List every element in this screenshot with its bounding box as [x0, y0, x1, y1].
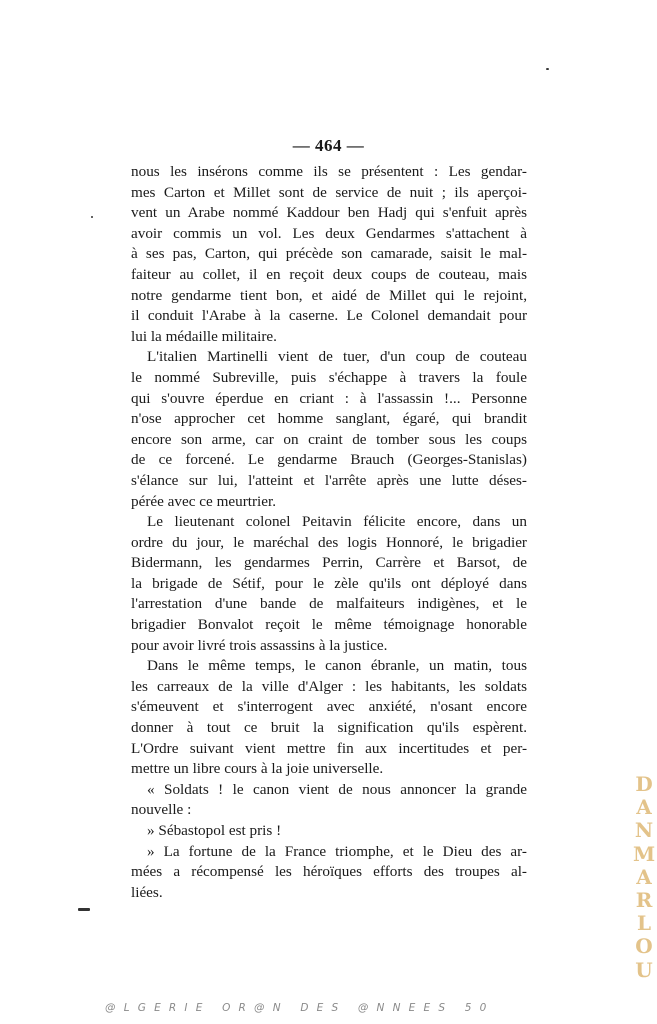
text-line: L'italien Martinelli vient de tuer, d'un coup de couteau	[147, 348, 527, 366]
text-line: L'Ordre suivant vient mettre fin aux incertitudes et per-	[131, 739, 527, 757]
text-line: notre gendarme tient bon, et aidé de Millet qui le rejoint,	[131, 286, 527, 304]
text-line: Bidermann, les gendarmes Perrin, Carrère et Barsot, de	[131, 554, 527, 572]
text-line: les carreaux de la ville d'Alger : les habitants, les soldats	[131, 677, 527, 695]
text-line: vent un Arabe nommé Kaddour ben Hadj qui s'enfuit après	[131, 204, 527, 222]
watermark-letter: A	[636, 864, 652, 889]
text-line: s'élance sur lui, l'atteint et l'arrête après une lutte déses-	[131, 471, 527, 489]
watermark-letter: L	[636, 911, 652, 936]
page-number: — 464 —	[292, 136, 365, 155]
text-line: faiteur au collet, il en reçoit deux coups de couteau, mais	[131, 265, 527, 283]
text-line: mées a récompensé les héroïques efforts des troupes al-	[131, 863, 527, 881]
text-line: l'arrestation d'une bande de malfaiteurs indigènes, et le	[131, 595, 527, 613]
text-line: lui la médaille militaire.	[131, 327, 277, 345]
text-line: mettre un libre cours à la joie universelle.	[131, 760, 384, 778]
ink-speck	[91, 216, 93, 218]
ink-speck	[78, 908, 90, 911]
text-line: « Soldats ! le canon vient de nous annoncer la grande	[147, 780, 527, 798]
bottom-watermark: @LGERIE OR@N DES @NNEES 50	[105, 1002, 495, 1014]
text-line: brigadier Bonvalot reçoit le même témoignage honorable	[131, 616, 527, 634]
text-line: avoir commis un vol. Les deux Gendarmes s'attachent à	[131, 224, 527, 242]
text-line: nous les insérons comme ils se présentent : Les gendar-	[131, 163, 527, 180]
text-line: de ce forcené. Le gendarme Brauch (Georges-Stanislas)	[131, 451, 527, 469]
text-line: il conduit l'Arabe à la caserne. Le Colonel demandait pour	[131, 307, 527, 325]
body-text	[131, 162, 527, 903]
watermark-letter: N	[634, 818, 654, 843]
text-line: encore son arme, car on craint de tomber sous les coups	[131, 430, 527, 448]
watermark-letter: M	[632, 841, 656, 866]
text-line: s'émeuvent et s'interrogent avec anxiété, n'osant encore	[131, 698, 527, 716]
watermark-letter: R	[635, 887, 653, 912]
text-line: Dans le même temps, le canon ébranle, un matin, tous	[147, 657, 527, 675]
text-line: pérée avec ce meurtrier.	[131, 492, 277, 510]
text-line: n'ose approcher cet homme sanglant, égaré, qui brandit	[131, 410, 527, 428]
text-line: mes Carton et Millet sont de service de nuit ; ils aperçoi-	[131, 183, 527, 201]
text-line: ordre du jour, le maréchal des logis Honnoré, le brigadier	[131, 533, 527, 551]
watermark-letter: D	[635, 772, 653, 796]
text-line: » Sébastopol est pris !	[147, 822, 282, 839]
text-line: liées.	[131, 883, 163, 901]
text-line: qui s'ouvre éperdue en criant : à l'assassin !... Personne	[131, 389, 527, 407]
watermark-letter: U	[635, 957, 653, 982]
side-watermark	[634, 773, 654, 982]
text-line: Le lieutenant colonel Peitavin félicite encore, dans un	[147, 513, 527, 531]
text-line: donner à tout ce bruit la signification qu'ils espèrent.	[131, 719, 527, 737]
watermark-letter: A	[636, 795, 652, 820]
ink-speck	[546, 68, 549, 70]
text-line: pour avoir livré trois assassins à la justice.	[131, 636, 388, 654]
text-line: nouvelle :	[131, 801, 192, 819]
text-line: la brigade de Sétif, pour le zèle qu'ils ont déployé dans	[131, 574, 527, 592]
text-line: » La fortune de la France triomphe, et le Dieu des ar-	[147, 842, 527, 860]
text-line: le nommé Subreville, puis s'échappe à travers la foule	[131, 368, 527, 386]
text-line: à ses pas, Carton, qui précède son camarade, saisit le mal-	[131, 245, 527, 263]
watermark-letter: O	[635, 934, 653, 959]
